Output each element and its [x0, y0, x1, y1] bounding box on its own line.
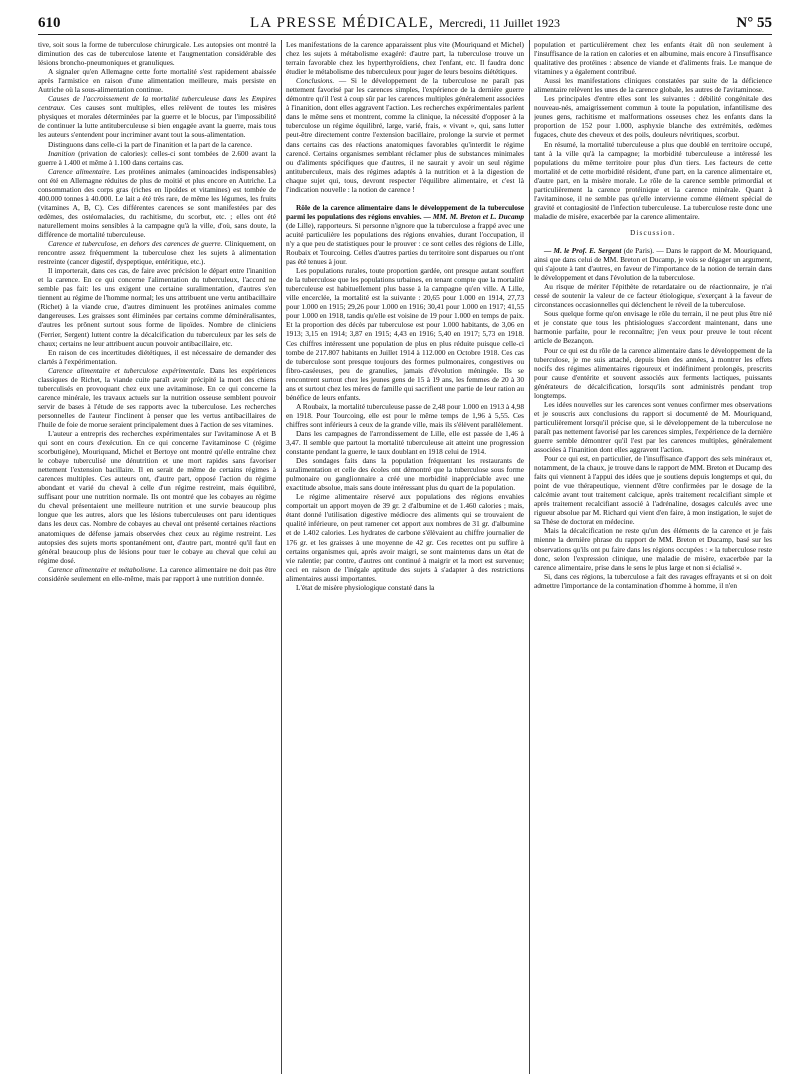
- paragraph: En résumé, la mortalité tuberculeuse a plus que doublé en territoire occupé, tant à la ville qu'à la campagne; la morbidité tuberculeuse a intéressé les populations du même territoire pour plus d'un tiers. Les facteurs de cette mortalité et de cette morbidité résident, d'une part, en la carence alimentaire et, d'autre part, en la misère morale. Le rôle de la carence semble primordial et particulièrement la carence protéinique et la carence minérale. Quant à l'avitaminose, il ne semble pas qu'elle intervienne comme élément spécial de gravité et contagiosité de l'infection tuberculeuse. La tuberculose reste donc une maladie de misère, exacerbée par la carence alimentaire.: [534, 139, 772, 221]
- paragraph: Si, dans ces régions, la tuberculose a fait des ravages effrayants et si on doit admettre l'importance de la contamination d'homme à homme, il n'en: [534, 571, 772, 590]
- section-authors: — MM. M. Breton et L. Ducamp: [421, 211, 524, 221]
- running-header: [38, 12, 772, 35]
- paragraph-title: Carence alimentaire et tuberculose expérimentale.: [48, 365, 206, 375]
- issue-number: N° 55: [736, 14, 772, 31]
- page-number: 610: [38, 14, 61, 31]
- column-divider: [529, 40, 530, 1074]
- article-body: [38, 40, 772, 1074]
- section-paragraph: [286, 203, 524, 266]
- paragraph: Les manifestations de la carence apparaissent plus vite (Mouriquand et Michel) chez les sujets à métabolisme exagéré: d'autre part, la tuberculose trouve un terrain favorable chez les hyperthyroïdiens, chez l'enfant, etc. Il faudra donc étudier le métabolisme des tuberculeux pour juger de leurs besoins diététiques.: [286, 40, 524, 77]
- paragraph-title: Carence et tuberculose, en dehors des carences de guerre.: [48, 239, 223, 249]
- paragraph: Pour ce qui est du rôle de la carence alimentaire dans le développement de la tuberculose, je me suis attaché, depuis bien des années, à montrer les effets nocifs des régimes alimentaires rigoureux et indéfiniment prolongés, prescrits pour cause d'entérite et souvent associés aux ferments lactiques, puissants générateurs de décalcification, lorsqu'ils sont administrés pendant trop longtemps.: [534, 345, 772, 400]
- paragraph-text: (de Lille), rapporteurs. Si personne n'ignore que la tuberculose a frappé avec une acuité particulière les populations des régions envahies, durant l'occupation, il n'y a que peu de statistiques pour le prouver : ce sont celles des régions de Lille, Roubaix et Tourcoing. Celles d'autres parties du territoire sont disparues ou n'ont pas été tenues à jour.: [286, 220, 524, 267]
- column-divider: [281, 40, 282, 1074]
- paragraph-title: Carence alimentaire et métabolisme.: [48, 564, 158, 574]
- paragraph: [38, 94, 276, 139]
- paragraph-text: Ces causes sont multiples, elles relèvent de toutes les misères physiques et morales déterminées par la guerre et le blocus, par l'impossibilité de continuer la lutte antituberculeuse si bien engagée avant la guerre, mais tous les auteurs s'entendent pour incriminer avant tout la sous-alimentation.: [38, 103, 276, 140]
- paragraph-text: La carence alimentaire ne doit pas être considérée seulement en elle-même, mais par rapport à une nutrition donnée.: [38, 564, 276, 583]
- paragraph: Le régime alimentaire réservé aux populations des régions envahies comportait un apport moyen de 39 gr. 2 d'albumine et de 1.460 calories ; mais, étant donné l'utilisation digestive médiocre des aliments qui se trouvaient de qualité inférieure, on peut ramener cet apport aux nombres de 31 gr. d'albumine et de 1.402 calories. Les hydrates de carbone s'élèvaient au chiffre journalier de 176 gr. et les graisses à une moyenne de 42 gr. Ces recettes ont pu suffire à certains organismes qui, après avoir maigri, se sont maintenus dans un état de vie ralentie; par contre, d'autres ont continué à maigrir et la mort est survenue; ceci en raison de l'inégale aptitude des sujets à s'adapter à des restrictions alimentaires aussi importantes.: [286, 492, 524, 583]
- column-3: [534, 40, 772, 1074]
- section-title: Rôle de la carence alimentaire dans le développement de la tuberculose parmi les populations des régions envahies.: [286, 202, 524, 221]
- paragraph-text: Dans les expériences classiques de Richet, la viande cuite paraît avoir précipité la mort des chiens tuberculisés en provoquant chez eux une avitaminose. En ce qui concerne la carence minérale, les travaux actuels sur la nutrition osseuse semblent pouvoir servir de bases à l'étude de ses rapports avec la tuberculose. Les recherches personnelles de l'auteur l'inclinent à penser que les vertus antibacillaires de l'huile de foie de morue seraient principalement dues à l'action de ses vitamines.: [38, 365, 276, 429]
- paragraph: [38, 366, 276, 429]
- paragraph: [38, 565, 276, 583]
- journal-title: LA PRESSE MÉDICALE,: [250, 14, 435, 31]
- paragraph: Pour ce qui est, en particulier, de l'insuffisance d'apport des sels minéraux et, notamment, de la chaux, je trouve dans le rapport de MM. Breton et Ducamp des faits qui viennent à l'appui des idées que je soutiens depuis longtemps et qui, du point de vue thérapeutique, viennent d'être confirmées par le dosage de la calcémie avant tout traitement calcique, après traitement recalcifiant simple et après traitement recalcifiant associé à l'adrénaline, dosages calculés avec une rigueur absolue par M. Richard qui vient d'en faire, à mon instigation, le sujet de sa Thèse de doctorat en médecine.: [534, 454, 772, 527]
- paragraph-title: Causes de l'accroissement de la mortalité tuberculeuse dans les Empires centraux.: [38, 94, 276, 113]
- paragraph: Il importerait, dans ces cas, de faire avec précision le départ entre l'inanition et la carence. En ce qui concerne l'alimentation du tuberculeux, l'accord ne semble pas fait: les uns exigent une certaine suralimentation, d'autres s'en tiennent au régime de l'homme normal; les uns attribuent une vertu antibacillaire (Richet) à la viande crue, d'autres diminuent les protéines animales comme dangereuses. Les graisses sont éliminées par certains comme déminéralisantes, d'autres les prônent surtout sous forme de lipoïdes. Nombre de cliniciens (Ferrier, Sergent) luttent contre la décalcification du tuberculeux par les sels de chaux; certains ne leur attribuent aucun pouvoir antibacillaire, etc.: [38, 266, 276, 348]
- paragraph: Au risque de mériter l'épithète de retardataire ou de réactionnaire, je n'ai cessé de soutenir la valeur de ce facteur étiologique, s'exerçant à la faveur de circonstances occasionnelles qui déclenchent le réveil de la tuberculose.: [534, 282, 772, 310]
- paragraph-text: — Si le développement de la tuberculose ne paraît pas nettement favorisé par les carences simples, l'expérience de la dernière guerre démontre qu'il l'est à coup sûr par les carences multiples généralement associées à l'inanition, dont elles aggravent l'action. Les recherches expérimentales parlent dans le même sens et montrent, comme la clinique, la nécessité d'opposer à la tuberculose un régime équilibré, large, varié, frais, « vivant », qui, sans lutter peut-être directement contre l'extension bacillaire, prolonge la survie et permet dans certains cas des réactions anatomiques favorables qu'interdit le régime carencé. Certains organismes semblant réclamer plus de substances minimales ou d'aliments spécifiques que d'autres, il ne saurait y avoir un seul régime antituberculeux, mais des régimes adaptés à la nutrition et à la digestion de chaque sujet qui, tous, devront respecter l'équilibre alimentaire, et c'est là l'indication nouvelle : la notion de carence !: [286, 76, 524, 194]
- speaker-name: — M. le Prof. E. Sergent: [544, 245, 622, 255]
- paragraph-title: Conclusions.: [296, 76, 335, 86]
- column-1: [38, 40, 276, 1074]
- journal-header: [250, 15, 560, 32]
- paragraph: En raison de ces incertitudes diététiques, il est nécessaire de demander des clartés à l'expérimentation.: [38, 347, 276, 366]
- paragraph: [38, 239, 276, 266]
- paragraph: Les principales d'entre elles sont les suivantes : débilité congénitale des nouveau-nés, amaigrissement commun à toute la population, infantilisme des jeunes gens, rachitisme et malformations osseuses chez les enfants dans la proportion de 152 pour 1.000, asphyxie blanche des extrémités, œdèmes fugaces, chute des cheveux et des poils, douleurs névritiques, scorbut.: [534, 94, 772, 140]
- paragraph: [38, 149, 276, 167]
- paragraph: Des sondages faits dans la population fréquentant les restaurants de suralimentation et celle des écoles ont démontré que la tuberculose sous forme pulmonaire ou ganglionnaire a créé une morbidité inappréciable avec une exactitude absolue, mais sans doute intéressant plus du quart de la population.: [286, 456, 524, 493]
- paragraph: Sous quelque forme qu'on envisage le rôle du terrain, il ne peut plus être nié et je constate que tous les phtisiologues s'accordent maintenant, dans une harmonie parfaite, pour le reconnaître; j'en veux pour preuve le tout récent article de Bezançon.: [534, 309, 772, 346]
- discussion-heading: Discussion.: [630, 228, 676, 237]
- paragraph: [286, 76, 524, 194]
- paragraph-text: (de Paris). — Dans le rapport de M. Mouriquand, ainsi que dans celui de MM. Breton et Ducamp, je vois se dégager un argument, qui s'ajoute à tant d'autres, en faveur de l'importance de la notion de terrain dans le développement et dans l'évolution de la tuberculose.: [534, 245, 772, 283]
- paragraph: [38, 167, 276, 239]
- paragraph-text: Les protéines animales (aminoacides indispensables) ont été en Allemagne réduites de plus de moitié et plus encore en Autriche. La consommation des corps gras (riches en lipoïdes et vitamines) est tombée de 400.000 tonnes à 40.000. Le lait a été très rare, de même les légumes, les fruits (vitamines A, B, C). Ces différentes carences se sont manifestées par des œdèmes, des ostéomalacies, du rachitisme, du scorbut, etc. ; elles ont été naturellement moins sensibles à la campagne qu'à la ville, d'où, sans doute, la différence de mortalité tuberculeuse.: [38, 166, 276, 239]
- column-2: [286, 40, 524, 1074]
- paragraph-title: Carence alimentaire.: [48, 166, 112, 176]
- paragraph: population et particulièrement chez les enfants était dû non seulement à l'insuffisance de la ration en calories et en albumine, mais encore à l'insuffisance qualitative des protéines : absence de viande et d'aliments frais. Le manque de vitamines y a également contribué.: [534, 40, 772, 77]
- paragraph: L'état de misère physiologique constaté dans la: [296, 582, 435, 592]
- paragraph-title: Inanition: [48, 148, 75, 158]
- paragraph: A Roubaix, la mortalité tuberculeuse passe de 2,48 pour 1.000 en 1913 à 4,98 en 1918. Pour Tourcoing, elle est pour le même temps de 1,96 à 5,55. Ces chiffres sont inférieurs à ceux de la grande ville, mais ils s'élèvent parallèlement.: [286, 401, 524, 429]
- paragraph: Les populations rurales, toute proportion gardée, ont presque autant souffert de la tuberculose que les populations urbaines, en tenant compte que la mortalité tuberculeuse est habituellement plus basse à la campagne qu'en ville. A Lille, ville encerclée, la mortalité est la suivante : 20,65 pour 1.000 en 1914, 27,73 pour 1.000 en 1915; 29,26 pour 1.000 en 1916; 30,41 pour 1.000 en 1917; 41,55 pour 1.000 en 1918, tandis qu'elle est voisine de 19 pour 1.000 en temps de paix. Et la proportion des décès par tuberculose est pour 1.000 habitants, de 3,06 en 1913; 3,15 en 1914; 3,87 en 1915; 4,43 en 1916; 5,40 en 1917; 5,73 en 1918. Ces chiffres intéressent une population de plus en plus réduite puisque celle-ci tombe de 217.807 habitants en Juillet 1914 à 112.000 en Octobre 1918. Ces cas de tuberculose sont presque toujours des formes pulmonaires, congestives ou fibro-caséeuses, peu de granulies, jamais d'évolution méningée. Ils se rencontrent surtout chez les jeunes gens de 15 à 19 ans, les femmes de 20 à 30 ans et surtout chez les mères de famille qui sacrifient une partie de leur ration au bénéfice de leurs enfants.: [286, 266, 524, 402]
- paragraph: [534, 246, 772, 282]
- paragraph-text: Cliniquement, on rencontre assez fréquemment la tuberculose chez les sujets à alimentation restreinte (cancer digestif, dyspeptique, entéritique, etc.).: [38, 239, 276, 267]
- paragraph: tive, soit sous la forme de tuberculose chirurgicale. Les autopsies ont montré la diminution des cas de tuberculose latente et l'augmentation considérable des lésions broncho-pneumoniques et granuliques.: [38, 40, 276, 68]
- paragraph: Les idées nouvelles sur les carences sont venues confirmer mes observations et je souscris aux conclusions du rapport si documenté de M. Mouriquand, particulièrement lorsqu'il précise que, si le développement de la tuberculose ne paraît pas nettement favorisé par les carences simples, l'expérience de la dernière guerre semble démontrer qu'il l'est par les carences multiples, généralement associées à l'inanition dont elles aggravent l'action.: [534, 399, 772, 455]
- paragraph: A signaler qu'en Allemagne cette forte mortalité s'est rapidement abaissée après l'armistice en raison d'une alimentation meilleure, mais persiste en Autriche où la sous-alimentation continue.: [38, 67, 276, 95]
- paragraph: Aussi les manifestations cliniques constatées par suite de la déficience alimentaire relèvent les unes de la carence globale, les autres de l'avitaminose.: [534, 76, 772, 95]
- paragraph-text: (privation de calories): celles-ci sont tombées de 2.600 avant la guerre à 1.400 et même à 1.100 dans certains cas.: [38, 148, 276, 167]
- paragraph: Distinguons dans celle-ci la part de l'inanition et la part de la carence.: [48, 139, 253, 149]
- paragraph: Dans les campagnes de l'arrondissement de Lille, elle est passée de 1,46 à 3,47. Il semble que partout la mortalité tuberculeuse ait atteint une progression constante pendant la guerre, le taux doublant en 1918 celui de 1914.: [286, 428, 524, 457]
- issue-date: Mercredi, 11 Juillet 1923: [439, 15, 560, 30]
- paragraph: L'auteur a entrepris des recherches expérimentales sur l'avitaminose A et B qui sont en cours d'exécution. En ce qui concerne l'avitaminose C (régime scorbutigène), Mouriquand, Michel et Bertoye ont montré qu'elle entraîne chez le cobaye tuberculisé une dénutrition et une mort rapides sans favoriser nettement l'extension bacillaire. Il en serait de même de certains régimes à carences multiples. Ces auteurs ont, d'autre part, opposé l'action du régime abondant et varié du cheval à celle d'un régime restreint, mais équilibré, suffisant pour une nutrition normale. Ils ont montré que les cobayes au régime du cheval présentaient une meilleure nutrition et une survie beaucoup plus longue que les autres, alors que les lésions tuberculeuses ont paru identiques dans les deux cas. Nombre de cobayes au cheval ont présenté certaines réactions anatomiques de défense jamais observées chez ceux au régime restreint. Les autopsies des sujets morts spontanément ont, d'autre part, montré qu'il faut en général beaucoup plus de lésions pour tuer le cobaye au cheval que celui au régime dosé.: [38, 429, 276, 565]
- paragraph: Mais la décalcification ne reste qu'un des éléments de la carence et je fais mienne la dernière phrase du rapport de MM. Breton et Ducamp, basé sur les observations qu'ils ont pu faire dans les régions occupées : « la tuberculose reste donc, selon l'expression clinique, une maladie de misère, exacerbée par la carence alimentaire, prise dans le sens le plus large et non si écialisé ».: [534, 526, 772, 572]
